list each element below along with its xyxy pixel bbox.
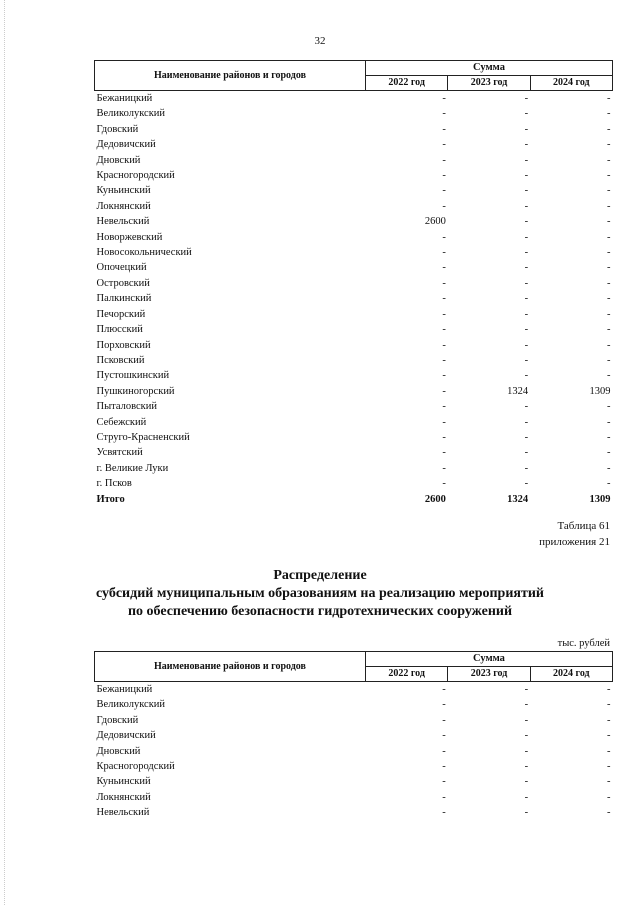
value-2024: - [607,154,611,166]
value-2024: - [607,699,611,711]
value-2024: - [607,308,611,320]
title-line-1: Распределение [273,568,367,583]
value-2023: - [524,293,529,305]
value-2022: - [442,807,446,819]
value-2024: - [607,684,611,695]
district-name: Куньинский [96,185,151,197]
district-name: Пыталовский [96,401,157,413]
table-row [95,384,613,399]
district-name: Пушкиногорский [96,385,175,397]
value-2024: - [607,339,611,351]
value-2022: - [442,416,446,428]
column-header-name: Наименование районов и городов [95,652,366,682]
value-2022: - [442,231,446,243]
value-2022: - [442,139,446,151]
district-name: Порховский [96,339,151,351]
district-name: Бежаницкий [96,93,153,104]
value-2023: - [524,714,529,726]
value-2023: - [524,478,529,490]
district-name: Плюсский [96,324,143,336]
district-name: г. Великие Луки [96,462,169,474]
value-2024: - [607,123,611,135]
table-row [95,137,613,152]
table-row [95,245,613,260]
total-2023: 1324 [507,493,529,505]
table-row [95,260,613,275]
value-2023: - [524,123,529,135]
district-name: Локнянский [96,200,151,212]
table-row [95,168,613,183]
table-row [95,445,613,460]
value-2024: - [607,431,611,443]
value-2022: - [442,170,446,182]
value-2023: - [524,807,529,819]
district-name: Великолукский [96,108,166,120]
table-row [95,476,613,491]
table-row [95,399,613,414]
district-name: Великолукский [96,699,166,711]
value-2023: - [524,462,529,474]
value-2023: - [524,154,529,166]
table-row [95,307,613,322]
value-2022: - [442,262,446,274]
district-name: Новоржевский [96,231,163,243]
total-2022: 2600 [424,493,446,505]
table-row [95,214,613,229]
value-2024: - [607,401,611,413]
value-2022: - [442,699,446,711]
value-2023: - [524,324,529,336]
value-2023: - [524,200,529,212]
column-header-2023: 2023 год [448,76,530,91]
table-caption-appendix: приложения 21 [539,536,610,548]
value-2023: - [524,699,529,711]
table-2-body [95,682,613,821]
value-2022: - [442,354,446,366]
value-2024: - [607,108,611,120]
table-row [95,199,613,214]
district-name: г. Псков [96,478,132,490]
table-row [95,353,613,368]
value-2024: - [607,714,611,726]
value-2024: - [607,478,611,490]
column-header-sum: Сумма [366,61,613,76]
value-2023: 1324 [507,385,529,397]
value-2022: - [442,324,446,336]
distribution-table-1 [94,60,613,507]
value-2023: - [524,354,529,366]
value-2024: - [607,776,611,788]
table-row [95,461,613,476]
table-caption-number: Таблица 61 [557,520,610,532]
value-2022: 2600 [424,216,446,228]
column-header-name: Наименование районов и городов [95,61,366,91]
table-row [95,805,613,820]
table-row [95,774,613,789]
value-2022: - [442,761,446,773]
value-2023: - [524,684,529,695]
total-2024: 1309 [589,493,611,505]
table-row [95,183,613,198]
value-2022: - [442,478,446,490]
column-header-2024: 2024 год [530,76,612,91]
table-row [95,682,613,698]
value-2024: - [607,247,611,259]
district-name: Печорский [96,308,146,320]
value-2022: - [442,123,446,135]
units-label: тыс. рублей [557,638,610,649]
district-name: Усвятский [96,447,143,459]
value-2023: - [524,447,529,459]
value-2024: - [607,462,611,474]
table-row [95,322,613,337]
district-name: Дновский [96,154,141,166]
value-2024: - [607,185,611,197]
value-2023: - [524,216,529,228]
table-row [95,744,613,759]
column-header-2024: 2024 год [530,667,612,682]
value-2022: - [442,308,446,320]
district-name: Куньинский [96,776,151,788]
value-2023: - [524,262,529,274]
district-name: Невельский [96,807,150,819]
total-row [95,492,613,507]
value-2024: - [607,200,611,212]
table-row [95,415,613,430]
value-2024: 1309 [589,385,611,397]
value-2022: - [442,247,446,259]
value-2024: - [607,324,611,336]
value-2022: - [442,684,446,695]
value-2023: - [524,170,529,182]
value-2022: - [442,185,446,197]
value-2023: - [524,416,529,428]
table-caption [539,518,610,550]
value-2024: - [607,791,611,803]
table-row [95,697,613,712]
value-2022: - [442,370,446,382]
district-name: Дновский [96,745,141,757]
value-2022: - [442,714,446,726]
table-row [95,106,613,121]
value-2024: - [607,139,611,151]
value-2024: - [607,354,611,366]
table-row [95,430,613,445]
value-2023: - [524,93,529,104]
value-2024: - [607,262,611,274]
value-2023: - [524,776,529,788]
value-2022: - [442,745,446,757]
table-row [95,91,613,107]
value-2024: - [607,370,611,382]
district-name: Островский [96,277,150,289]
value-2024: - [607,277,611,289]
district-name: Красногородский [96,170,175,182]
column-header-2022: 2022 год [366,76,448,91]
table-row [95,338,613,353]
value-2022: - [442,339,446,351]
value-2022: - [442,791,446,803]
value-2023: - [524,231,529,243]
value-2023: - [524,730,529,742]
district-name: Пустошкинский [96,370,170,382]
value-2022: - [442,401,446,413]
value-2023: - [524,277,529,289]
table-row [95,728,613,743]
value-2023: - [524,185,529,197]
value-2022: - [442,154,446,166]
value-2023: - [524,247,529,259]
value-2022: - [442,385,446,397]
distribution-table-2 [94,651,613,821]
district-name: Невельский [96,216,150,228]
binding-margin-line [4,0,5,905]
district-name: Новосокольнический [96,247,192,259]
value-2024: - [607,231,611,243]
district-name: Локнянский [96,791,151,803]
value-2024: - [607,93,611,104]
district-name: Себежский [96,416,147,428]
value-2023: - [524,139,529,151]
value-2022: - [442,462,446,474]
district-name: Струго-Красненский [96,431,190,443]
title-line-2: субсидий муниципальным образованиям на реализацию мероприятий [95,586,544,601]
value-2024: - [607,170,611,182]
value-2024: - [607,730,611,742]
value-2023: - [524,339,529,351]
table-1-body [95,91,613,492]
value-2022: - [442,277,446,289]
value-2023: - [524,791,529,803]
value-2022: - [442,447,446,459]
table-row [95,759,613,774]
table-row [95,713,613,728]
value-2023: - [524,745,529,757]
column-header-2023: 2023 год [448,667,530,682]
value-2024: - [607,447,611,459]
district-name: Бежаницкий [96,684,153,695]
value-2022: - [442,108,446,120]
value-2022: - [442,93,446,104]
title-line-3: по обеспечению безопасности гидротехнических сооружений [127,604,513,619]
value-2022: - [442,730,446,742]
value-2024: - [607,216,611,228]
table-row [95,230,613,245]
value-2022: - [442,431,446,443]
value-2022: - [442,293,446,305]
value-2022: - [442,776,446,788]
table-row [95,291,613,306]
column-header-sum: Сумма [365,652,612,667]
district-name: Опочецкий [96,262,147,274]
district-name: Гдовский [96,123,139,135]
value-2023: - [524,761,529,773]
district-name: Дедовичский [96,730,156,742]
district-name: Гдовский [96,714,139,726]
value-2023: - [524,308,529,320]
document-title [0,567,640,621]
value-2024: - [607,745,611,757]
table-row [95,368,613,383]
table-row [95,122,613,137]
value-2024: - [607,293,611,305]
total-label: Итого [96,493,125,505]
district-name: Псковский [96,354,145,366]
value-2024: - [607,761,611,773]
value-2022: - [442,200,446,212]
value-2023: - [524,431,529,443]
value-2023: - [524,108,529,120]
district-name: Палкинский [96,293,152,305]
value-2023: - [524,401,529,413]
table-row [95,276,613,291]
district-name: Дедовичский [96,139,156,151]
table-row [95,153,613,168]
value-2023: - [524,370,529,382]
value-2024: - [607,807,611,819]
page-number: 32 [314,35,326,47]
column-header-2022: 2022 год [365,667,447,682]
district-name: Красногородский [96,761,175,773]
table-row [95,790,613,805]
value-2024: - [607,416,611,428]
